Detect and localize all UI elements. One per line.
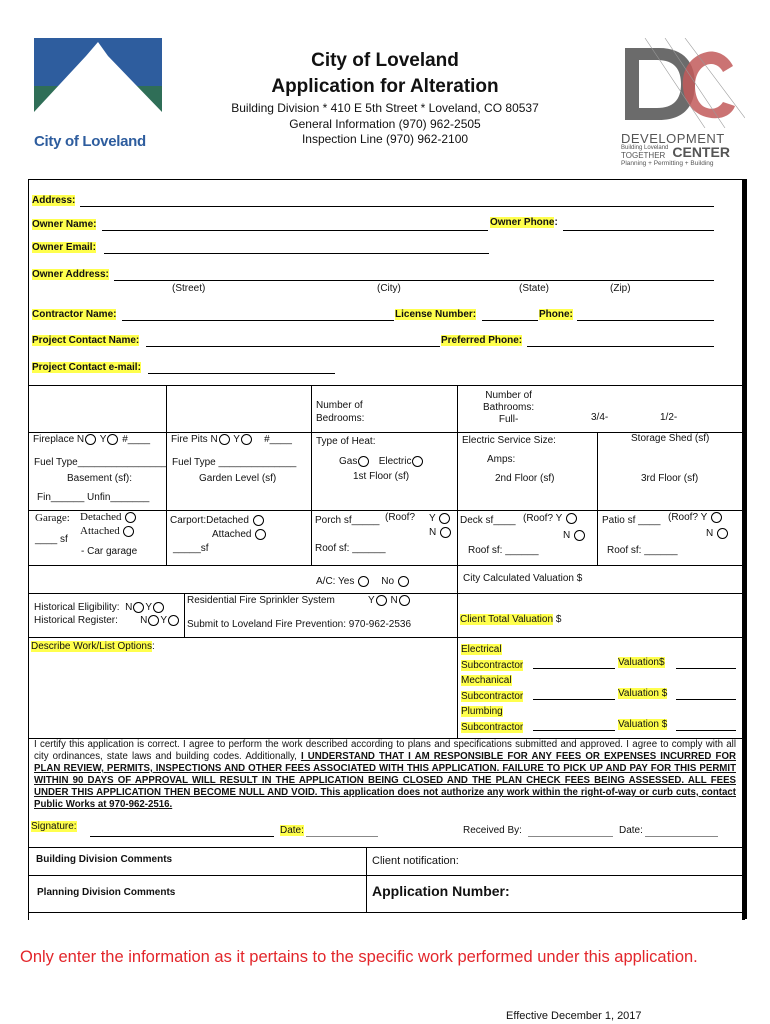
mechanical-sub-field[interactable] (533, 699, 615, 700)
preferred-phone-label: Preferred Phone: (441, 335, 523, 346)
effective-date: Effective December 1, 2017 (506, 1010, 642, 1022)
describe-work-area[interactable] (31, 655, 451, 735)
deck-roof-no-radio[interactable] (574, 530, 585, 541)
carport-attached-label: Attached (212, 529, 252, 541)
owner-phone-field[interactable] (563, 230, 714, 231)
fireplace-yes-radio[interactable] (107, 434, 118, 445)
porch-sf[interactable]: Porch sf_____ (315, 515, 380, 526)
owner-name-label: Owner Name: (32, 219, 97, 230)
date2-label: Date: (619, 825, 643, 836)
porch-roof-yes-radio[interactable] (439, 513, 450, 524)
garage-detached-label: Detached (80, 511, 122, 523)
license-number-field[interactable] (482, 320, 538, 321)
dc-logo-mark (615, 38, 745, 128)
porch-roof-y: Y (429, 513, 436, 524)
col-3 (457, 385, 458, 637)
ac-yes-radio[interactable] (358, 576, 369, 587)
submit-fire-label: Submit to Loveland Fire Prevention: 970-962-2536 (187, 619, 412, 630)
project-contact-email-label: Project Contact e-mail: (32, 362, 141, 373)
sprinkler-n: N (390, 595, 398, 607)
bedrooms-label: Number of Bedrooms: (316, 400, 365, 424)
comments-bottom (28, 912, 743, 913)
state-caption: (State) (519, 283, 550, 294)
sprinkler-yes-radio[interactable] (376, 595, 387, 606)
deck-roof-q: (Roof? Y (523, 513, 563, 525)
owner-address-field[interactable] (114, 280, 714, 281)
hist-elig-n: N (125, 602, 133, 613)
bath-three-quarter: 3/4- (591, 412, 609, 423)
ac-no-label: No (381, 576, 395, 588)
project-contact-email-field[interactable] (148, 373, 335, 374)
fire-pits-count[interactable]: #____ (264, 434, 292, 446)
sprinkler-label: Residential Fire Sprinkler System (187, 595, 335, 606)
historical-register-label: Historical Register: (34, 615, 118, 626)
date-field[interactable] (306, 836, 378, 837)
porch-roof-q: (Roof? (385, 512, 416, 523)
deck-sf[interactable]: Deck sf____ (460, 515, 516, 526)
plumbing-sub-label: Subcontractor (461, 721, 524, 733)
garage-label: Garage: (35, 512, 70, 524)
hist-reg-n: N (140, 615, 148, 626)
date2-field[interactable] (645, 836, 718, 837)
gas-radio[interactable] (358, 456, 369, 467)
deck-roof-n: N (563, 530, 571, 542)
mechanical-valuation-field[interactable] (676, 699, 736, 700)
grid-row6 (28, 637, 743, 638)
certify-p1: I certify this application is correct. I agree to perform the work described according to plans and specifications submitted and approved. I agree to comply with all city ordinances, state laws and building codes. Additionally, (34, 739, 736, 762)
garage-sf[interactable]: ____ sf (35, 534, 68, 545)
address-label: Address: (32, 195, 76, 206)
comments-mid (28, 875, 743, 876)
sprinkler-no-radio[interactable] (399, 595, 410, 606)
deck-roof-sf[interactable]: Roof sf: ______ (468, 545, 539, 556)
mechanical-valuation-label: Valuation $ (618, 688, 668, 699)
dc-tagline: Planning + Permitting + Building (621, 160, 714, 167)
fire-pits-yes-radio[interactable] (241, 434, 252, 445)
owner-email-field[interactable] (104, 253, 489, 254)
fire-pits-label: Fire Pits N (171, 434, 218, 446)
garage-attached-label: Attached (80, 525, 120, 537)
comments-divider (366, 847, 367, 912)
form-shadow-right (742, 179, 747, 919)
fireplace-no-radio[interactable] (85, 434, 96, 445)
carport-attached-radio[interactable] (255, 529, 266, 540)
inspection-line: Inspection Line (970) 962-2100 (301, 132, 469, 146)
electrical-sub-field[interactable] (533, 668, 615, 669)
contractor-name-label: Contractor Name: (32, 309, 117, 320)
plumbing-label: Plumbing (461, 706, 503, 717)
fire-pits-no-radio[interactable] (219, 434, 230, 445)
porch-roof-sf[interactable]: Roof sf: ______ (315, 543, 386, 554)
hist-elig-no-radio[interactable] (133, 602, 144, 613)
dc-center: CENTER (672, 144, 730, 160)
col-6 (457, 637, 458, 738)
first-floor-label: 1st Floor (sf) (353, 471, 410, 482)
general-info: General Information (970) 962-2505 (289, 117, 481, 131)
certify-text (34, 739, 736, 811)
fuel-type-1[interactable]: Fuel Type________________ (34, 457, 167, 468)
city-valuation-label: City Calculated Valuation $ (463, 573, 583, 584)
page-subtitle: Application for Alteration (271, 76, 499, 97)
fire-pits-y: Y (233, 434, 240, 446)
fin-unfin[interactable]: Fin______ Unfin_______ (37, 492, 150, 503)
garage-attached-radio[interactable] (123, 526, 134, 537)
describe-work-label: Describe Work/List Options (31, 641, 152, 652)
col-2 (311, 385, 312, 565)
bathrooms-label: Number of Bathrooms: Full- (483, 390, 535, 425)
planning-comments-label: Planning Division Comments (37, 887, 176, 898)
storage-shed-label: Storage Shed (sf) (631, 433, 710, 444)
mechanical-sub-label: Subcontractor (461, 690, 524, 702)
owner-name-field[interactable] (102, 230, 488, 231)
carport-detached-radio[interactable] (253, 515, 264, 526)
phone-label: Phone: (539, 309, 573, 320)
fireplace-y: Y (99, 434, 107, 446)
sprinkler-y: Y (368, 595, 375, 607)
hist-elig-yes-radio[interactable] (153, 602, 164, 613)
historical-eligibility-label: Historical Eligibility: (34, 602, 120, 613)
second-floor-label: 2nd Floor (sf) (495, 473, 555, 484)
bath-half: 1/2- (660, 412, 678, 423)
owner-phone-colon: : (554, 217, 558, 228)
carport-sf[interactable]: _____sf (173, 543, 209, 554)
plumbing-valuation-label: Valuation $ (618, 719, 668, 730)
electrical-label: Electrical (461, 644, 502, 655)
dc-logo (615, 38, 745, 167)
notice-text: Only enter the information as it pertains to the specific work performed under this application. (20, 948, 698, 966)
car-garage-label: - Car garage (81, 546, 138, 557)
zip-caption: (Zip) (610, 283, 631, 294)
preferred-phone-field[interactable] (527, 346, 714, 347)
grid-row4 (28, 565, 743, 566)
contractor-name-field[interactable] (122, 320, 394, 321)
phone-field[interactable] (577, 320, 714, 321)
client-total-dollar: $ (555, 614, 562, 625)
patio-roof-sf[interactable]: Roof sf: ______ (607, 545, 678, 556)
signature-label: Signature: (31, 821, 77, 832)
porch-roof-n: N (429, 527, 437, 538)
license-number-label: License Number: (395, 309, 477, 320)
garden-level-label: Garden Level (sf) (199, 473, 277, 484)
address-field[interactable] (80, 206, 714, 207)
gas-label: Gas (339, 456, 358, 468)
dc-development: DEVELOPMENT (621, 131, 725, 146)
porch-roof-no-radio[interactable] (440, 527, 451, 538)
plumbing-sub-field[interactable] (533, 730, 615, 731)
client-notification-label: Client notification: (372, 855, 459, 867)
electric-radio[interactable] (412, 456, 423, 467)
received-by-field[interactable] (528, 836, 613, 837)
electric-service-label: Electric Service Size: (462, 435, 556, 446)
describe-work-colon: : (151, 641, 155, 652)
client-total-valuation-label: Client Total Valuation (460, 614, 554, 625)
logo-text: City of Loveland (34, 133, 146, 150)
fuel-type-2[interactable]: Fuel Type ______________ (172, 457, 297, 468)
certify-p2: I UNDERSTAND THAT I AM RESPONSIBLE FOR ANY FEES OR EXPENSES INCURRED FOR PLAN REVIEW, PERMITS, INSPECTIONS AND OTHER FEES ASSOCIATED WITH THIS APPLICATION. FAILURE TO PICK UP AND PAY FOR THIS PERMIT WITHIN 90 DAYS OF APPROVAL WILL RESULT IN THE APPLICATION BEING CLOSED AND THE PLAN CHECK FEES BEING ASSESSED. ALL FEES UNDER THIS APPLICATION THEN BECOME NULL AND VOID. This application does not authorize any work within the right-of-way or curb cuts, contact Public Works at 970-962-2516. (34, 751, 736, 810)
patio-roof-n: N (706, 528, 714, 540)
owner-email-label: Owner Email: (32, 242, 96, 253)
hist-reg-yes-radio[interactable] (168, 615, 179, 626)
deck-roof-yes-radio[interactable] (566, 513, 577, 524)
fireplace-label: Fireplace N (33, 434, 85, 446)
patio-roof-yes-radio[interactable] (711, 512, 722, 523)
electric-label: Electric (378, 456, 412, 468)
project-contact-name-label: Project Contact Name: (32, 335, 140, 346)
hist-reg-no-radio[interactable] (148, 615, 159, 626)
comments-top (28, 847, 743, 848)
application-number-label: Application Number: (372, 883, 510, 899)
page-title: City of Loveland (311, 50, 459, 71)
amps-label: Amps: (487, 454, 516, 465)
dc-small1: Building Loveland (621, 145, 669, 151)
col-1 (166, 385, 167, 565)
ac-yes-label: A/C: Yes (316, 576, 355, 588)
garage-detached-radio[interactable] (125, 512, 136, 523)
grid-top (28, 385, 743, 386)
carport-detached-label: Carport:Detached (170, 515, 249, 527)
plumbing-valuation-field[interactable] (676, 730, 736, 731)
signature-field[interactable] (90, 836, 274, 837)
city-caption: (City) (377, 283, 401, 294)
mechanical-label: Mechanical (461, 675, 512, 686)
electrical-valuation-field[interactable] (676, 668, 736, 669)
third-floor-label: 3rd Floor (sf) (641, 473, 699, 484)
patio-roof-q: (Roof? Y (668, 512, 708, 524)
patio-sf[interactable]: Patio sf ____ (602, 515, 661, 526)
date-label: Date: (280, 825, 304, 836)
col-5 (184, 593, 185, 637)
col-4 (597, 432, 598, 565)
project-contact-name-field[interactable] (146, 346, 440, 347)
electrical-valuation-label: Valuation$ (618, 657, 665, 668)
building-comments-label: Building Division Comments (36, 854, 173, 865)
dc-small2: TOGETHER (621, 151, 666, 160)
patio-roof-no-radio[interactable] (717, 528, 728, 539)
hist-reg-y: Y (160, 615, 168, 626)
grid-row5 (28, 593, 743, 594)
ac-no-radio[interactable] (398, 576, 409, 587)
received-by-label: Received By: (463, 825, 522, 836)
electrical-sub-label: Subcontractor (461, 659, 524, 671)
address-line: Building Division * 410 E 5th Street * Loveland, CO 80537 (231, 101, 539, 115)
owner-phone-label: Owner Phone (490, 217, 555, 228)
owner-address-label: Owner Address: (32, 269, 109, 280)
street-caption: (Street) (172, 283, 206, 294)
type-of-heat-label: Type of Heat: (316, 436, 376, 447)
basement-label: Basement (sf): (67, 473, 133, 484)
hist-elig-y: Y (145, 602, 153, 613)
fireplace-count[interactable]: #____ (122, 434, 151, 446)
